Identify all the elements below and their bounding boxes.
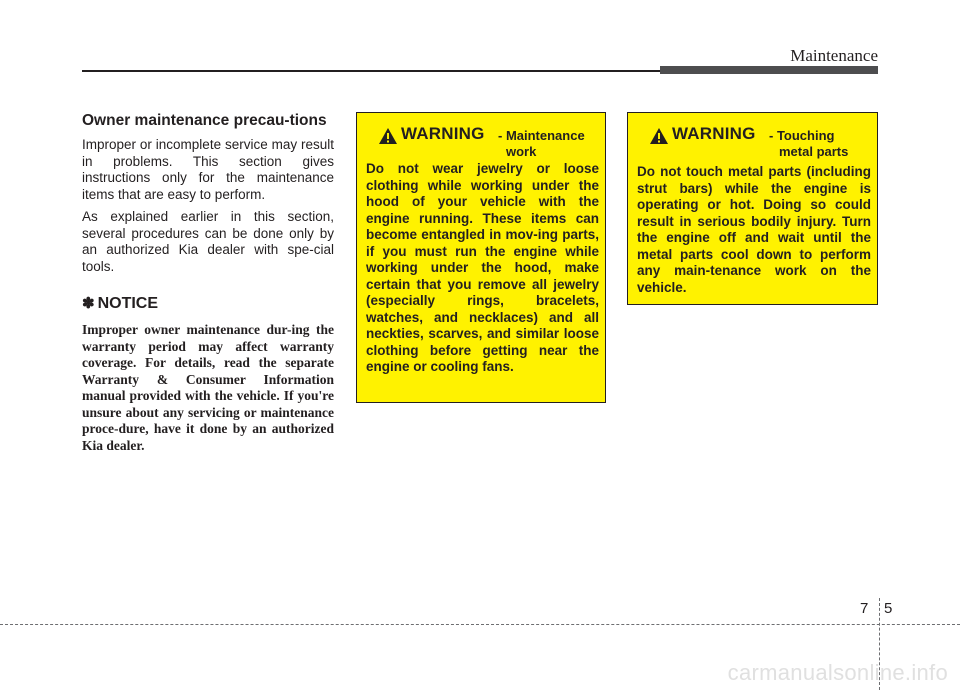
- footer-rule: [0, 624, 960, 625]
- paragraph-1: Improper or incomplete service may result in problems. This section gives instructions only for the maintenance items that are easy to perform.: [82, 137, 334, 202]
- subheading: Owner maintenance precau-tions: [82, 112, 327, 129]
- left-column: [82, 112, 334, 454]
- warning-triangle-icon: [379, 128, 397, 144]
- section-title: Maintenance: [790, 46, 878, 65]
- warning-text: Do not wear jewelry or loose clothing while working under the hood of your vehicle with the engine running. These items can become entangled in mov-ing parts, if you must run the engine while working under the hood, make certain that you remove all jewelry (especially rings, bracelets, watches, and necklaces) and all neckties, scarves, and similar loose clothing before getting near the engine or cooling fans.: [366, 161, 599, 374]
- page-number: 5: [884, 600, 893, 617]
- paragraph-2: As explained earlier in this section, several procedures can be done only by an authorized Kia dealer with spe-cial tools.: [82, 209, 334, 274]
- notice-text: Improper owner maintenance dur-ing the warranty period may affect warranty coverage. For details, read the separate Warranty & Consumer Information manual provided with the vehicle. If you're unsure about any servicing or maintenance proce-dure, have it done by an authorized Kia dealer.: [82, 322, 334, 453]
- warning-word: WARNING: [401, 124, 485, 143]
- notice-title: NOTICE: [97, 295, 159, 312]
- warning-subtitle-2: work: [506, 144, 537, 159]
- warning-header: [637, 121, 871, 164]
- header-rule-thin: [82, 70, 660, 72]
- notice-star-icon: ✽: [82, 295, 95, 312]
- warning-text: Do not touch metal parts (including strut bars) while the engine is operating or hot. Doing so could result in serious bodily injury. Turn the engine off and wait until the metal parts cool down to perform any main-tenance work on the vehicle.: [637, 164, 871, 295]
- chapter-number: 7: [860, 600, 869, 617]
- warning-box-metal-parts: [627, 112, 878, 305]
- warning-triangle-icon: [650, 128, 668, 144]
- warning-header: [366, 121, 599, 161]
- warning-subtitle-1: - Maintenance: [498, 128, 585, 143]
- header-rule-thick: [660, 66, 878, 74]
- warning-box-maintenance: [356, 112, 606, 403]
- notice-heading: [82, 295, 334, 313]
- warning-word: WARNING: [672, 124, 756, 143]
- watermark: carmanualsonline.info: [727, 660, 948, 685]
- warning-subtitle-2: metal parts: [779, 144, 849, 159]
- warning-subtitle-1: - Touching: [769, 128, 835, 143]
